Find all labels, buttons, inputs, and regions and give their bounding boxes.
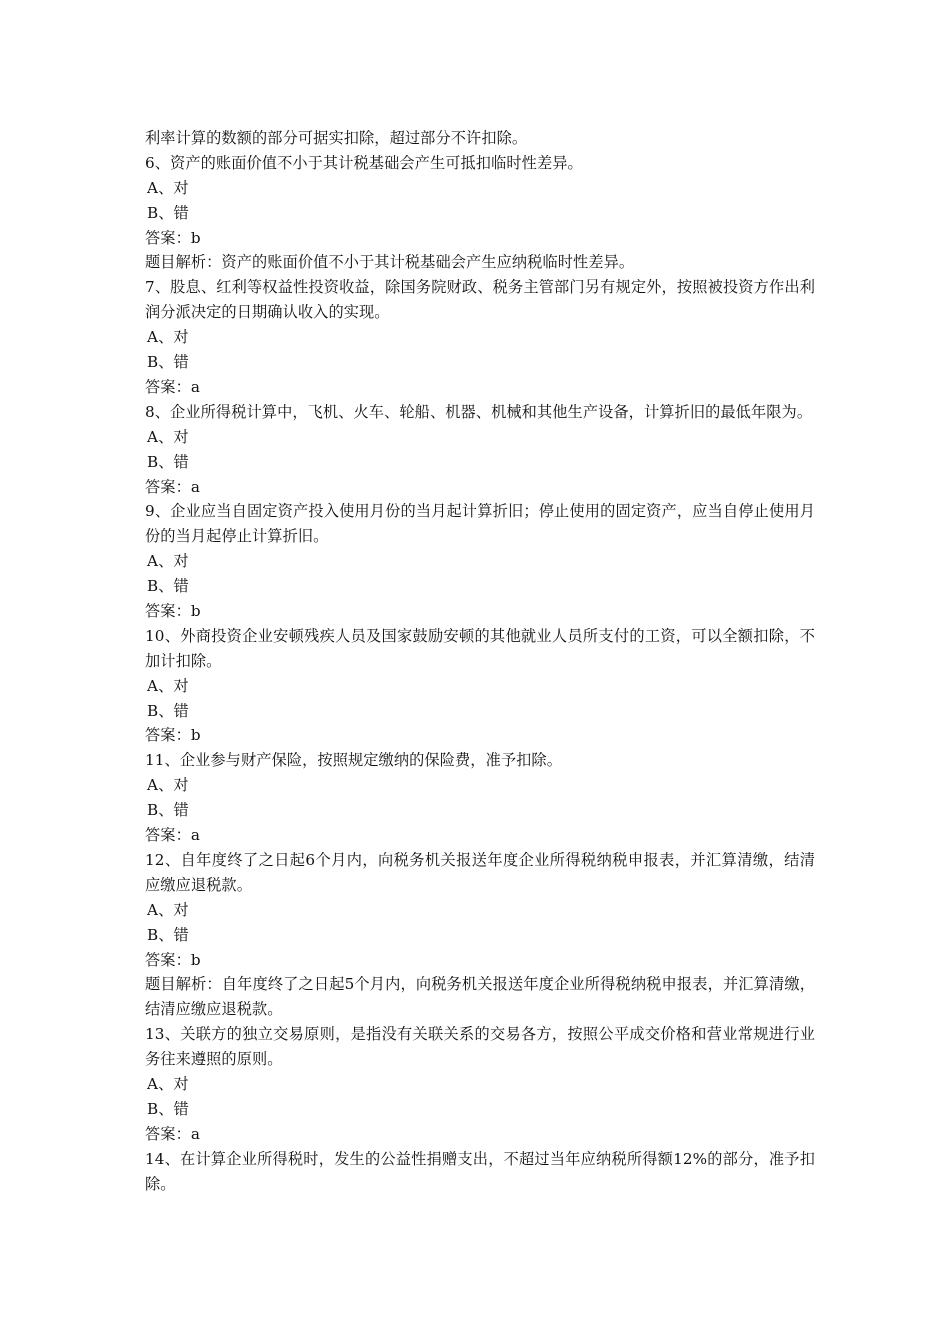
question-text: 13、关联方的独立交易原则，是指没有关联关系的交易各方，按照公平成交价格和营业常规进行业务往来遵照的原则。 — [145, 1025, 815, 1069]
question-block-8 — [145, 400, 815, 500]
option-a: A、对 — [147, 776, 189, 795]
question-text: 14、在计算企业所得税时，发生的公益性捐赠支出，不超过当年应纳税所得额12%的部分，准予扣除。 — [145, 1149, 815, 1193]
option-a: A、对 — [147, 1075, 189, 1094]
question-block-10 — [145, 624, 815, 748]
question-text: 8、企业所得税计算中，飞机、火车、轮船、机器、机械和其他生产设备，计算折旧的最低年限为。 — [145, 402, 813, 421]
question-text: 7、股息、红利等权益性投资收益，除国务院财政、税务主管部门另有规定外，按照被投资方作出利润分派决定的日期确认收入的实现。 — [145, 278, 815, 322]
option-b: B、错 — [147, 1099, 189, 1118]
question-text: 11、企业参与财产保险，按照规定缴纳的保险费，准予扣除。 — [145, 751, 563, 770]
option-b: B、错 — [147, 701, 189, 720]
answer-line: 答案：b — [145, 950, 201, 969]
option-a: A、对 — [147, 900, 189, 919]
question-block-6 — [145, 151, 815, 275]
option-b: B、错 — [147, 452, 189, 471]
question-block-14 — [145, 1147, 815, 1197]
question-text: 6、资产的账面价值不小于其计税基础会产生可抵扣临时性差异。 — [145, 153, 583, 172]
option-b: B、错 — [147, 353, 189, 372]
option-b: B、错 — [147, 577, 189, 596]
answer-line: 答案：a — [145, 477, 201, 496]
option-a: A、对 — [147, 178, 189, 197]
question-block-11 — [145, 748, 815, 848]
answer-line: 答案：b — [145, 228, 201, 247]
continued-text-fragment: 利率计算的数额的部分可据实扣除，超过部分不许扣除。 — [145, 129, 528, 147]
answer-line: 答案：a — [145, 1124, 201, 1143]
answer-line: 答案：a — [145, 377, 201, 396]
analysis-text: 题目解析：自年度终了之日起5个月内，向税务机关报送年度企业所得税纳税申报表，并汇算清缴，结清应缴应退税款。 — [145, 975, 815, 1019]
option-a: A、对 — [147, 328, 189, 347]
option-a: A、对 — [147, 427, 189, 446]
answer-line: 答案：b — [145, 726, 201, 745]
answer-line: 答案：b — [145, 602, 201, 620]
question-text: 12、自年度终了之日起6个月内，向税务机关报送年度企业所得税纳税申报表，并汇算清缴，结清应缴应退税款。 — [145, 850, 815, 894]
question-block-7 — [145, 275, 815, 399]
analysis-text: 题目解析：资产的账面价值不小于其计税基础会产生应纳税临时性差异。 — [145, 253, 635, 272]
answer-line: 答案：a — [145, 826, 201, 845]
question-text: 10、外商投资企业安顿残疾人员及国家鼓励安顿的其他就业人员所支付的工资，可以全额扣除，不加计扣除。 — [145, 626, 815, 670]
question-block-12 — [145, 848, 815, 1022]
option-b: B、错 — [147, 925, 189, 944]
option-a: A、对 — [147, 676, 189, 695]
question-block-9 — [145, 499, 815, 623]
question-text: 9、企业应当自固定资产投入使用月份的当月起计算折旧；停止使用的固定资产，应当自停止使用月份的当月起停止计算折旧。 — [145, 502, 815, 546]
document-page — [145, 126, 815, 1197]
option-a: A、对 — [147, 552, 189, 571]
option-b: B、错 — [147, 801, 189, 820]
option-b: B、错 — [147, 203, 189, 222]
question-block-13 — [145, 1022, 815, 1146]
